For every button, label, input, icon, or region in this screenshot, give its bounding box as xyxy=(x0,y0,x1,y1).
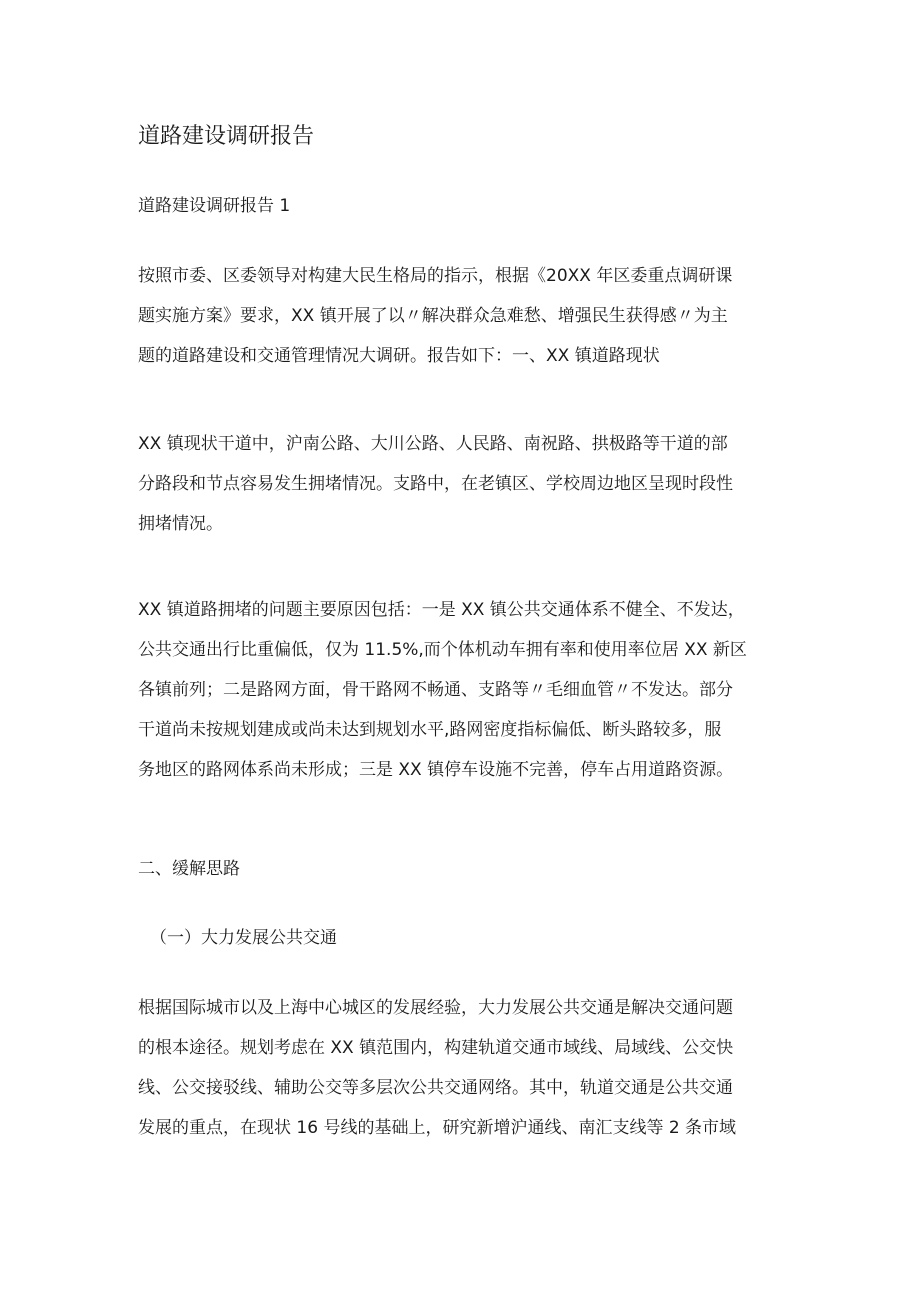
section-heading: 二、缓解思路 xyxy=(138,859,240,879)
paragraph-line: XX 镇现状干道中，沪南公路、大川公路、人民路、南祝路、拱极路等干道的部 xyxy=(138,434,728,454)
subsection-heading: （一）大力发展公共交通 xyxy=(150,928,337,948)
paragraph-line: 的根本途径。规划考虑在 XX 镇范围内，构建轨道交通市域线、局域线、公交快 xyxy=(138,1038,734,1058)
paragraph-line: 拥堵情况。 xyxy=(138,514,223,534)
paragraph-line: 题实施方案》要求，XX 镇开展了以〃解决群众急难愁、增强民生获得感〃为主 xyxy=(138,306,728,326)
paragraph-line: 务地区的路网体系尚未形成；三是 XX 镇停车设施不完善，停车占用道路资源。 xyxy=(138,760,734,780)
paragraph-line: 公共交通出行比重偏低，仅为 11.5%,而个体机动车拥有率和使用率位居 XX 新区 xyxy=(138,640,747,660)
paragraph-line: 各镇前列；二是路网方面，骨干路网不畅通、支路等〃毛细血管〃不发达。部分 xyxy=(138,680,733,700)
paragraph-line: 干道尚未按规划建成或尚未达到规划水平,路网密度指标偏低、断头路较多，服 xyxy=(138,720,722,740)
report-subtitle: 道路建设调研报告 1 xyxy=(138,196,291,216)
paragraph-line: 线、公交接驳线、辅助公交等多层次公共交通网络。其中，轨道交通是公共交通 xyxy=(138,1078,733,1098)
document-title: 道路建设调研报告 xyxy=(138,124,315,149)
paragraph-line: 分路段和节点容易发生拥堵情况。支路中，在老镇区、学校周边地区呈现时段性 xyxy=(138,474,733,494)
paragraph-line: 根据国际城市以及上海中心城区的发展经验，大力发展公共交通是解决交通问题 xyxy=(138,998,733,1018)
paragraph-line: 发展的重点，在现状 16 号线的基础上，研究新增沪通线、南汇支线等 2 条市域 xyxy=(138,1118,737,1138)
paragraph-line: 题的道路建设和交通管理情况大调研。报告如下：一、XX 镇道路现状 xyxy=(138,346,660,366)
paragraph-line: 按照市委、区委领导对构建大民生格局的指示，根据《20XX 年区委重点调研课 xyxy=(138,266,733,286)
paragraph-line: XX 镇道路拥堵的问题主要原因包括：一是 XX 镇公共交通体系不健全、不发达， xyxy=(138,600,745,620)
